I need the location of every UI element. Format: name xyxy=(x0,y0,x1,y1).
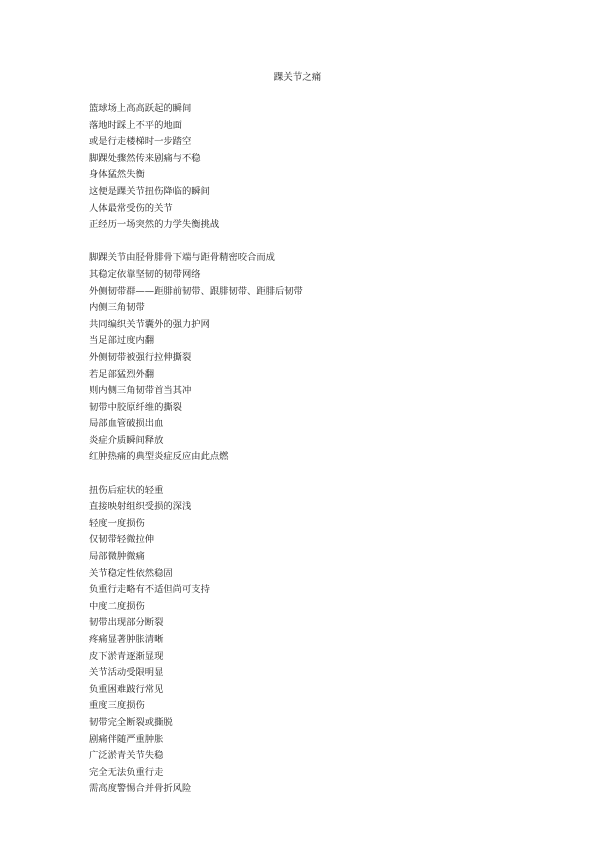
text-line: 需高度警惕合并骨折风险 xyxy=(89,783,192,795)
text-line: 直接映射组织受损的深浅 xyxy=(89,501,192,513)
document-title: 踝关节之痛 xyxy=(273,72,322,83)
text-line: 这便是踝关节扭伤降临的瞬间 xyxy=(89,185,210,197)
text-line: 其稳定依靠坚韧的韧带网络 xyxy=(89,268,201,280)
stanza-2 xyxy=(89,250,549,466)
text-line: 外侧韧带被强行拉伸撕裂 xyxy=(89,351,192,363)
text-line: 炎症介质瞬间释放 xyxy=(89,434,164,446)
text-line: 广泛淤青关节失稳 xyxy=(89,750,164,762)
text-line: 若足部猛烈外翻 xyxy=(89,368,155,380)
text-line: 皮下淤青逐渐显现 xyxy=(89,650,164,662)
text-line: 或是行走楼梯时一步踏空 xyxy=(89,136,192,148)
text-line: 关节活动受限明显 xyxy=(89,667,164,679)
text-line: 篮球场上高高跃起的瞬间 xyxy=(89,103,192,114)
text-line: 关节稳定性依然稳固 xyxy=(89,567,173,579)
text-line: 正经历一场突然的力学失衡挑战 xyxy=(89,219,220,231)
text-line: 身体猛然失衡 xyxy=(89,169,145,181)
text-line: 落地时踩上不平的地面 xyxy=(89,119,182,131)
text-line: 疼痛显著肿胀清晰 xyxy=(89,634,164,645)
text-line: 则内侧三角韧带首当其冲 xyxy=(89,385,192,397)
text-line: 中度二度损伤 xyxy=(89,600,145,612)
text-line: 扭伤后症状的轻重 xyxy=(89,484,164,496)
text-line: 局部微肿微痛 xyxy=(89,551,145,563)
text-line: 韧带完全断裂或撕脱 xyxy=(89,716,173,728)
text-line: 轻度一度损伤 xyxy=(89,517,145,529)
text-line: 局部血管破损出血 xyxy=(89,418,164,430)
text-line: 完全无法负重行走 xyxy=(89,766,164,778)
text-line: 人体最常受伤的关节 xyxy=(89,202,173,214)
text-line: 脚踝关节由胫骨腓骨下端与距骨精密咬合而成 xyxy=(89,252,275,264)
text-line: 内侧三角韧带 xyxy=(89,302,145,314)
text-line: 韧带出现部分断裂 xyxy=(89,617,164,629)
stanza-1 xyxy=(89,101,549,234)
text-line: 负重行走略有不适但尚可支持 xyxy=(89,584,210,596)
text-line: 红肿热痛的典型炎症反应由此点燃 xyxy=(89,451,229,463)
text-line: 共同编织关节囊外的强力护网 xyxy=(89,318,210,330)
document-body xyxy=(89,101,549,798)
text-line: 剧痛伴随严重肿胀 xyxy=(89,733,164,745)
stanza-3 xyxy=(89,483,549,798)
text-line: 重度三度损伤 xyxy=(89,700,145,712)
text-line: 仅韧带轻微拉伸 xyxy=(89,534,155,546)
text-line: 外侧韧带群——距腓前韧带、跟腓韧带、距腓后韧带 xyxy=(89,285,303,297)
text-line: 当足部过度内翻 xyxy=(89,335,155,347)
text-line: 韧带中胶原纤维的撕裂 xyxy=(89,401,182,413)
text-line: 脚踝处骤然传来剧痛与不稳 xyxy=(89,152,201,164)
text-line: 负重困难跛行常见 xyxy=(89,683,164,695)
